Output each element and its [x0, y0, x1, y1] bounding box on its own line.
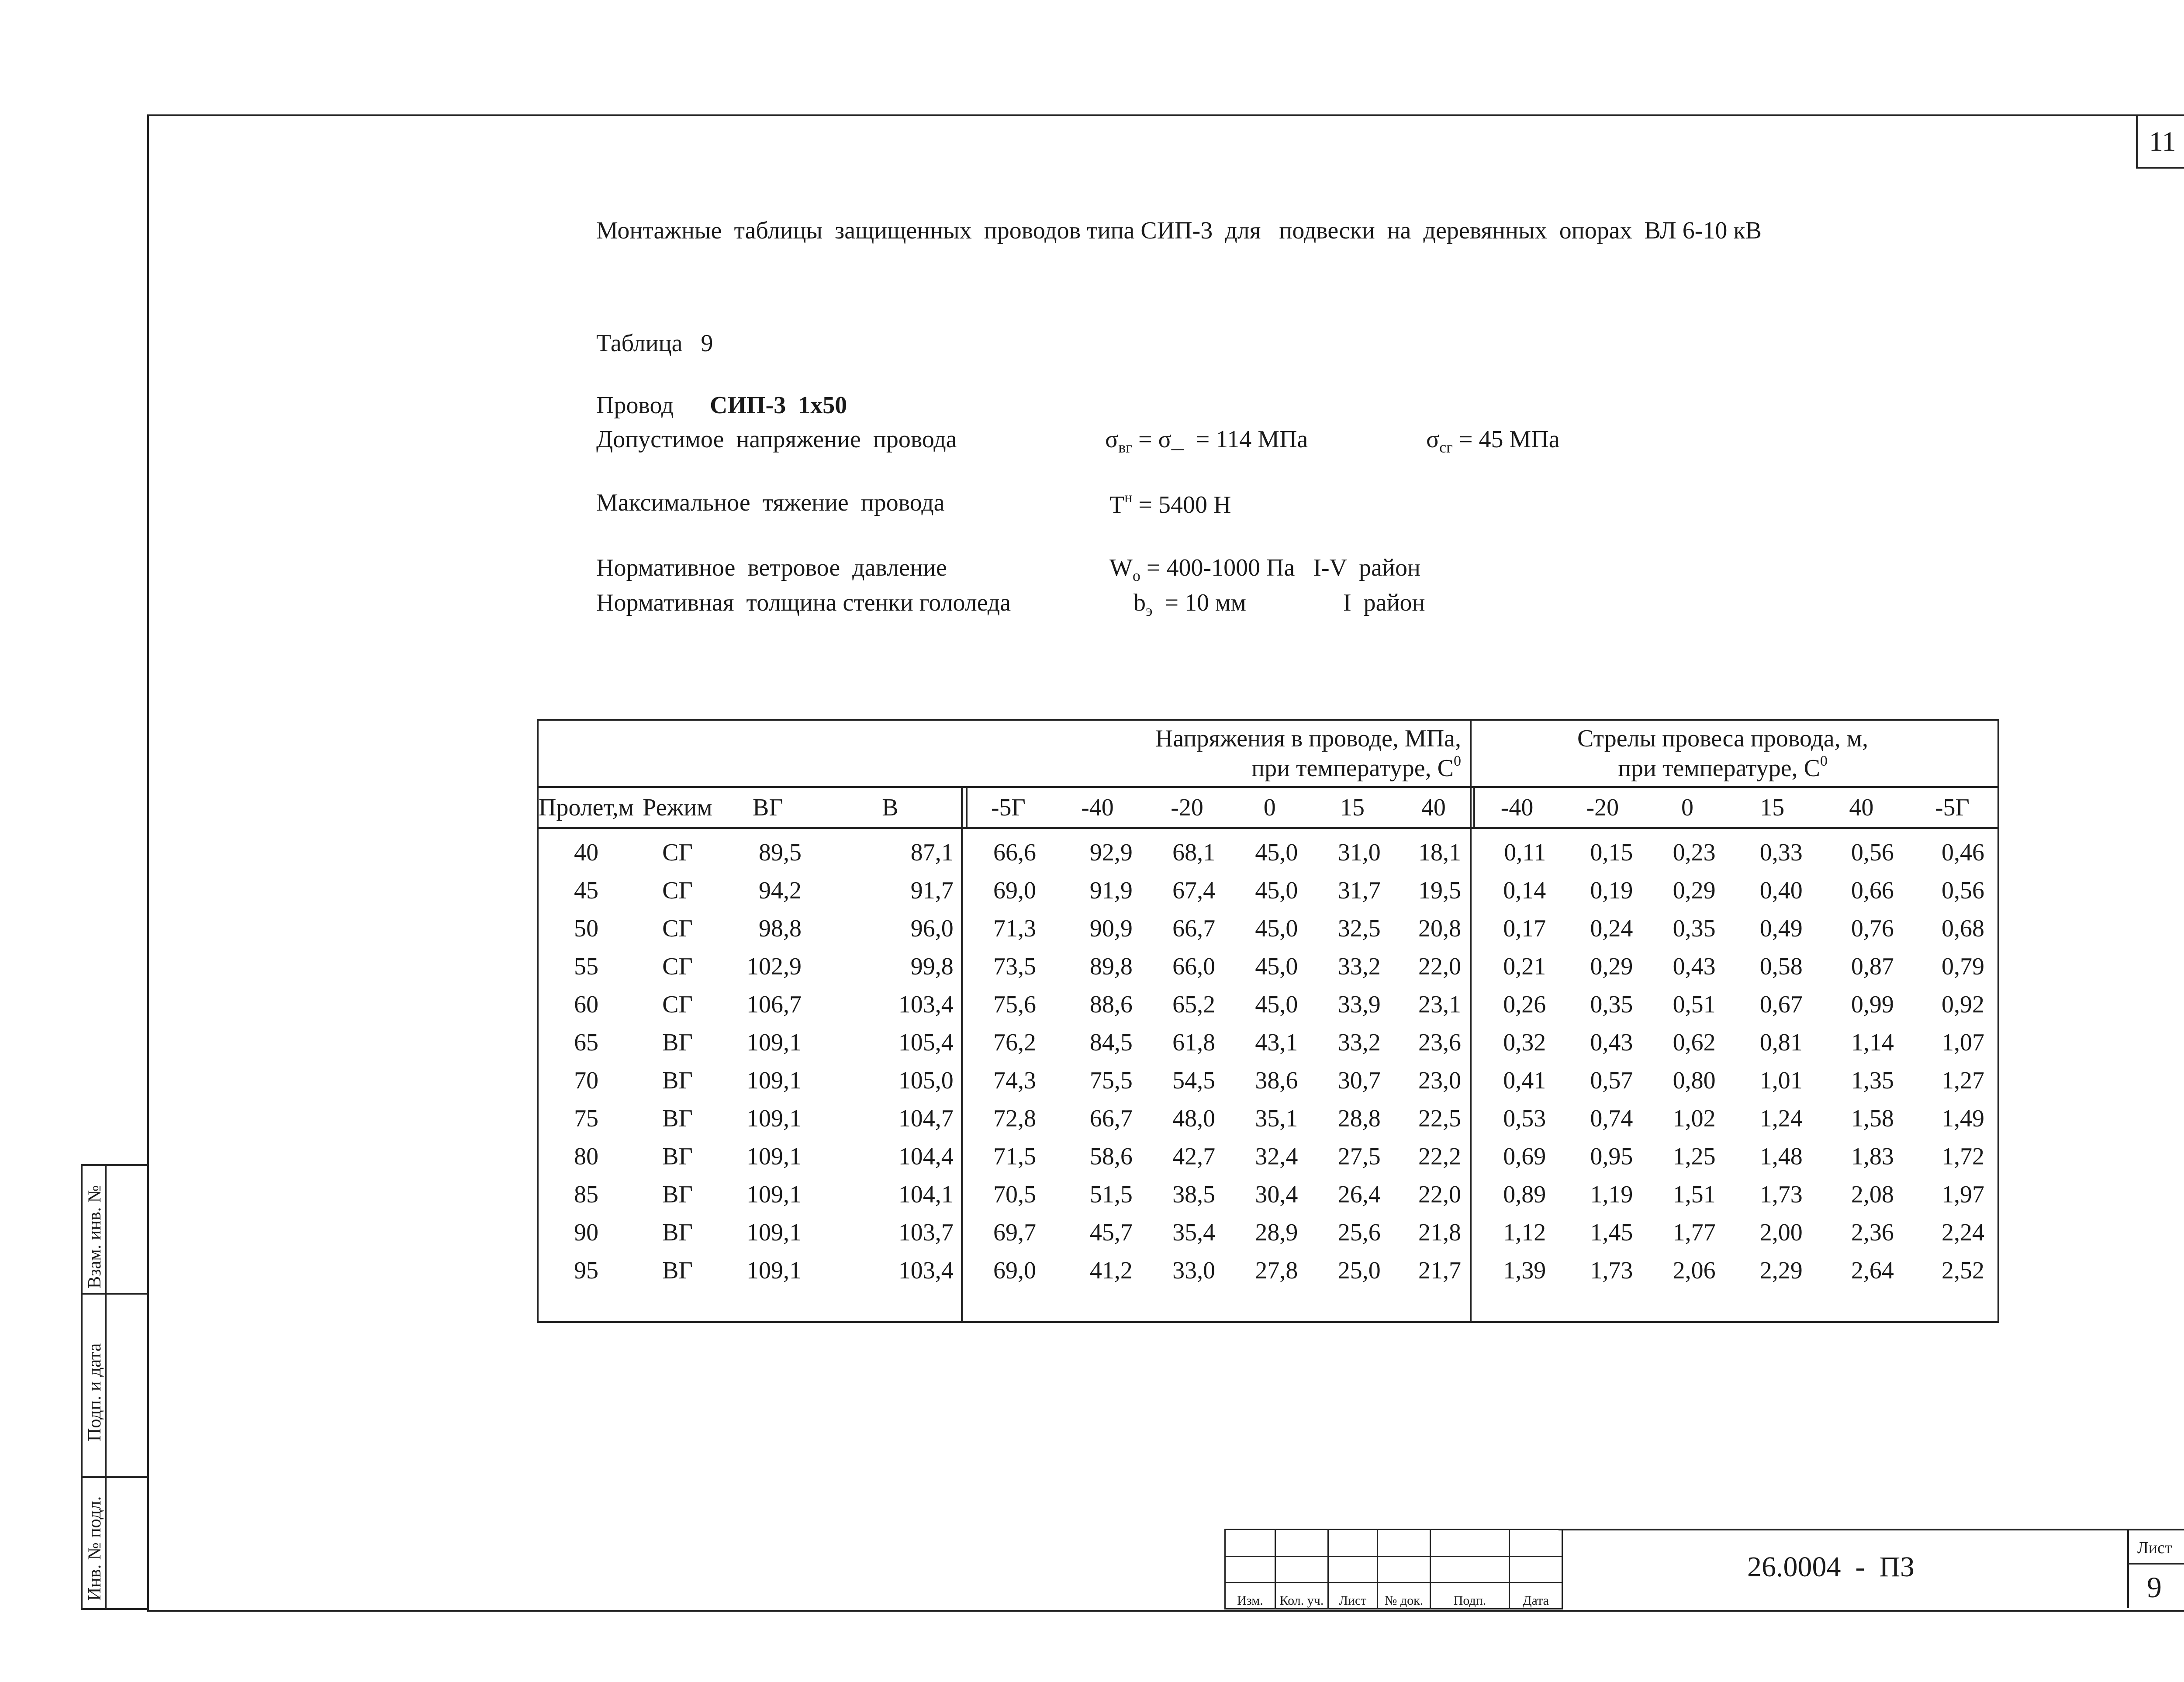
- table-cell: 35,1: [1255, 1105, 1298, 1132]
- table-cell: 1,27: [1942, 1067, 1984, 1094]
- table-cell: 0,87: [1851, 953, 1894, 980]
- table-cell: 0,17: [1503, 915, 1546, 942]
- table-cell: 0,15: [1590, 839, 1633, 866]
- table-cell: 38,5: [1172, 1181, 1216, 1208]
- table-cell: 95: [574, 1257, 599, 1284]
- table-cell: 0,80: [1673, 1067, 1716, 1094]
- table-cell: 1,51: [1673, 1181, 1716, 1208]
- table-cell: 0,24: [1590, 915, 1633, 942]
- table-cell: 105,0: [898, 1067, 954, 1094]
- table-cell: 0,62: [1673, 1029, 1716, 1056]
- allowable-stress-label: Допустимое напряжение провода: [596, 426, 957, 453]
- table-row: [539, 1137, 1997, 1175]
- podp-data-label: Подп. и дата: [85, 1343, 105, 1441]
- table-cell: 54,5: [1172, 1067, 1216, 1094]
- sheet-number: 9: [2147, 1571, 2162, 1604]
- table-cell: 1,07: [1942, 1029, 1984, 1056]
- table-cell: 22,0: [1418, 953, 1462, 980]
- table-cell: 91,9: [1089, 877, 1133, 904]
- table-cell: 0,92: [1942, 991, 1984, 1018]
- title-block-line: [1559, 1529, 2184, 1530]
- table-cell: 2,64: [1851, 1257, 1894, 1284]
- table-cell: 60: [574, 991, 599, 1018]
- table-cell: ВГ: [662, 1219, 693, 1246]
- table-cell: 18,1: [1418, 839, 1462, 866]
- table-cell: 50: [574, 915, 599, 942]
- table-cell: 0,57: [1590, 1067, 1633, 1094]
- table-body: [539, 828, 1997, 1289]
- table-cell: 73,5: [993, 953, 1036, 980]
- table-cell: 87,1: [910, 839, 954, 866]
- table-cell: 0,56: [1851, 839, 1894, 866]
- wire-label: Провод: [596, 392, 674, 419]
- table-cell: 61,8: [1172, 1029, 1216, 1056]
- table-cell: 0,26: [1503, 991, 1546, 1018]
- table-cell: 1,49: [1942, 1105, 1984, 1132]
- table-cell: 80: [574, 1143, 599, 1170]
- table-cell: 0,67: [1759, 991, 1803, 1018]
- table-cell: СГ: [662, 991, 693, 1018]
- table-cell: 66,7: [1089, 1105, 1133, 1132]
- table-cell: 30,4: [1255, 1181, 1298, 1208]
- table-cell: 109,1: [746, 1029, 802, 1056]
- revision-grid: [1224, 1529, 1563, 1609]
- table-cell: 33,0: [1172, 1257, 1216, 1284]
- inv-podl-label: Инв. № подл.: [85, 1496, 105, 1601]
- table-cell: 72,8: [993, 1105, 1036, 1132]
- table-cell: ВГ: [662, 1105, 693, 1132]
- table-cell: 0,56: [1942, 877, 1984, 904]
- table-cell: 74,3: [993, 1067, 1036, 1094]
- table-cell: 22,2: [1418, 1143, 1462, 1170]
- table-row: [539, 985, 1997, 1023]
- table-cell: 0,68: [1942, 915, 1984, 942]
- table-cell: 22,5: [1418, 1105, 1462, 1132]
- sheet-label: Лист: [2137, 1539, 2172, 1557]
- column-header: -40: [1474, 787, 1559, 828]
- table-cell: 45,0: [1255, 991, 1298, 1018]
- table-cell: 1,97: [1942, 1181, 1984, 1208]
- table-cell: 0,35: [1590, 991, 1633, 1018]
- table-cell: 69,0: [993, 877, 1036, 904]
- table-cell: 104,1: [898, 1181, 954, 1208]
- max-tension-value: $Т^н = 5400$ Н: [1109, 490, 1231, 518]
- table-cell: 67,4: [1172, 877, 1216, 904]
- table-cell: 45,7: [1089, 1219, 1133, 1246]
- table-cell: 27,8: [1255, 1257, 1298, 1284]
- column-header: -20: [1146, 787, 1228, 828]
- table-cell: 0,19: [1590, 877, 1633, 904]
- table-cell: 0,41: [1503, 1067, 1546, 1094]
- table-cell: 89,5: [759, 839, 802, 866]
- table-cell: ВГ: [662, 1181, 693, 1208]
- table-cell: 1,39: [1503, 1257, 1546, 1284]
- table-cell: 0,46: [1942, 839, 1984, 866]
- table-cell: 0,69: [1503, 1143, 1546, 1170]
- column-header: -5Г: [1907, 787, 1997, 828]
- table-cell: 88,6: [1089, 991, 1133, 1018]
- table-cell: 2,36: [1851, 1219, 1894, 1246]
- table-cell: СГ: [662, 915, 693, 942]
- table-cell: 58,6: [1089, 1143, 1133, 1170]
- table-cell: 65: [574, 1029, 599, 1056]
- table-cell: 68,1: [1172, 839, 1216, 866]
- table-cell: 76,2: [993, 1029, 1036, 1056]
- table-cell: 2,24: [1942, 1219, 1984, 1246]
- table-cell: 1,24: [1759, 1105, 1803, 1132]
- table-cell: 0,99: [1851, 991, 1894, 1018]
- table-cell: 26,4: [1337, 1181, 1381, 1208]
- table-cell: 23,1: [1418, 991, 1462, 1018]
- table-cell: 38,6: [1255, 1067, 1298, 1094]
- table-label: Таблица 9: [596, 330, 713, 357]
- table-cell: 19,5: [1418, 877, 1462, 904]
- table-cell: 103,4: [898, 1257, 954, 1284]
- table-cell: 65,2: [1172, 991, 1216, 1018]
- table-cell: 0,58: [1759, 953, 1803, 980]
- document-code: 26.0004 - ПЗ: [1747, 1551, 1915, 1583]
- allowable-stress-sg-value: $\sigma_{сг} = 45$ МПа: [1426, 426, 1560, 456]
- table-cell: 22,0: [1418, 1181, 1462, 1208]
- table-cell: 32,4: [1255, 1143, 1298, 1170]
- table-cell: 0,49: [1759, 915, 1803, 942]
- table-cell: 0,81: [1759, 1029, 1803, 1056]
- table-row: [539, 871, 1997, 909]
- ice-region: I район: [1343, 589, 1425, 616]
- column-header: -20: [1559, 787, 1646, 828]
- column-header: Пролет,м: [539, 787, 634, 828]
- table-cell: 70,5: [993, 1181, 1036, 1208]
- table-cell: 25,0: [1337, 1257, 1381, 1284]
- table-cell: 0,14: [1503, 877, 1546, 904]
- table-cell: 2,29: [1759, 1257, 1803, 1284]
- table-row: [539, 828, 1997, 871]
- table-cell: 48,0: [1172, 1105, 1216, 1132]
- revision-column-label: № док.: [1378, 1583, 1431, 1609]
- sheet-box-divider: [2127, 1563, 2184, 1565]
- table-cell: 85: [574, 1181, 599, 1208]
- table-cell: 71,5: [993, 1143, 1036, 1170]
- table-cell: 23,6: [1418, 1029, 1462, 1056]
- table-cell: 109,1: [746, 1067, 802, 1094]
- table-cell: 90,9: [1089, 915, 1133, 942]
- column-header: ВГ: [721, 787, 815, 828]
- table-cell: 99,8: [910, 953, 954, 980]
- column-header: 15: [1311, 787, 1393, 828]
- column-header: 0: [1646, 787, 1728, 828]
- table-cell: 33,2: [1337, 953, 1381, 980]
- table-cell: 1,73: [1590, 1257, 1633, 1284]
- table-cell: 1,58: [1851, 1105, 1894, 1132]
- table-cell: 89,8: [1089, 953, 1133, 980]
- table-cell: 90: [574, 1219, 599, 1246]
- table-cell: 84,5: [1089, 1029, 1133, 1056]
- data-table: [539, 721, 1997, 1289]
- table-cell: 30,7: [1337, 1067, 1381, 1094]
- table-column-header: [539, 787, 1997, 828]
- top-sheet-number: 11: [2149, 126, 2176, 157]
- table-cell: 33,9: [1337, 991, 1381, 1018]
- table-cell: 45: [574, 877, 599, 904]
- page-title: Монтажные таблицы защищенных проводов типа СИП-3 для подвески на деревянных опорах ВЛ 6-10 кВ: [596, 217, 1762, 244]
- table-cell: 1,45: [1590, 1219, 1633, 1246]
- table-cell: 51,5: [1089, 1181, 1133, 1208]
- table-cell: 69,0: [993, 1257, 1036, 1284]
- table-cell: 103,4: [898, 991, 954, 1018]
- table-cell: 106,7: [746, 991, 802, 1018]
- table-cell: 0,32: [1503, 1029, 1546, 1056]
- table-cell: 1,02: [1673, 1105, 1716, 1132]
- table-cell: 1,73: [1759, 1181, 1803, 1208]
- column-header: 40: [1816, 787, 1907, 828]
- revision-column-label: Изм.: [1225, 1583, 1275, 1609]
- table-cell: 66,0: [1172, 953, 1216, 980]
- allowable-stress-value: $\sigma_{вг}$ = σ_ = 114 МПа: [1105, 426, 1308, 456]
- table-cell: 75,5: [1089, 1067, 1133, 1094]
- table-cell: 92,9: [1089, 839, 1133, 866]
- table-cell: 0,79: [1942, 953, 1984, 980]
- table-cell: 69,7: [993, 1219, 1036, 1246]
- table-cell: 0,74: [1590, 1105, 1633, 1132]
- table-cell: 1,77: [1673, 1219, 1716, 1246]
- table-cell: 45,0: [1255, 839, 1298, 866]
- table-cell: СГ: [662, 953, 693, 980]
- table-cell: 45,0: [1255, 915, 1298, 942]
- table-cell: 0,11: [1504, 839, 1546, 866]
- column-header: В: [815, 787, 967, 828]
- table-cell: 105,4: [898, 1029, 954, 1056]
- table-cell: 32,5: [1337, 915, 1381, 942]
- table-cell: 21,8: [1418, 1219, 1462, 1246]
- side-stamp-hline-1: [81, 1293, 147, 1295]
- table-cell: 25,6: [1337, 1219, 1381, 1246]
- table-cell: 1,35: [1851, 1067, 1894, 1094]
- table-cell: ВГ: [662, 1143, 693, 1170]
- table-row: [539, 1061, 1997, 1099]
- table-cell: 70: [574, 1067, 599, 1094]
- wind-pressure-label: Нормативное ветровое давление: [596, 554, 947, 581]
- max-tension-label: Максимальное тяжение провода: [596, 489, 945, 516]
- table-cell: 2,00: [1759, 1219, 1803, 1246]
- table-cell: 2,52: [1942, 1257, 1984, 1284]
- table-cell: 109,1: [746, 1219, 802, 1246]
- table-cell: ВГ: [662, 1067, 693, 1094]
- table-cell: СГ: [662, 877, 693, 904]
- table-cell: 1,48: [1759, 1143, 1803, 1170]
- table-cell: 31,7: [1337, 877, 1381, 904]
- table-row: [539, 1175, 1997, 1213]
- revision-column-label: Лист: [1328, 1583, 1378, 1609]
- table-cell: 0,40: [1759, 877, 1803, 904]
- stress-group-header: Напряжения в проводе, МПа, при температуре, $С^0$: [1155, 725, 1462, 782]
- column-header: Режим: [634, 787, 721, 828]
- table-cell: 75,6: [993, 991, 1036, 1018]
- table-cell: ВГ: [662, 1029, 693, 1056]
- revision-column-label: Кол. уч.: [1275, 1583, 1328, 1609]
- table-cell: 91,7: [910, 877, 954, 904]
- table-cell: 2,06: [1673, 1257, 1716, 1284]
- table-cell: 0,66: [1851, 877, 1894, 904]
- column-header: 0: [1228, 787, 1311, 828]
- table-cell: 0,35: [1673, 915, 1716, 942]
- side-stamp-hline-2: [81, 1476, 147, 1478]
- table-group-header: [539, 721, 1997, 787]
- revision-column-label: Дата: [1510, 1583, 1562, 1609]
- table-cell: 1,72: [1942, 1143, 1984, 1170]
- column-header: -40: [1049, 787, 1146, 828]
- table-row: [539, 947, 1997, 985]
- table-cell: СГ: [662, 839, 693, 866]
- table-cell: 21,7: [1418, 1257, 1462, 1284]
- table-cell: 75: [574, 1105, 599, 1132]
- table-cell: 1,25: [1673, 1143, 1716, 1170]
- table-cell: 66,7: [1172, 915, 1216, 942]
- table-cell: 33,2: [1337, 1029, 1381, 1056]
- table-cell: 98,8: [759, 915, 802, 942]
- table-cell: 1,83: [1851, 1143, 1894, 1170]
- table-cell: 20,8: [1418, 915, 1462, 942]
- table-row: [539, 1099, 1997, 1137]
- table-cell: 23,0: [1418, 1067, 1462, 1094]
- table-cell: 1,12: [1503, 1219, 1546, 1246]
- table-cell: 1,19: [1590, 1181, 1633, 1208]
- table-cell: 0,43: [1673, 953, 1716, 980]
- table-cell: 35,4: [1172, 1219, 1216, 1246]
- table-cell: ВГ: [662, 1257, 693, 1284]
- table-cell: 0,21: [1503, 953, 1546, 980]
- table-cell: 103,7: [898, 1219, 954, 1246]
- revision-column-label: Подп.: [1431, 1583, 1510, 1609]
- table-row: [539, 1023, 1997, 1061]
- table-cell: 1,01: [1759, 1067, 1803, 1094]
- table-cell: 66,6: [993, 839, 1036, 866]
- table-cell: 0,51: [1673, 991, 1716, 1018]
- table-cell: 104,4: [898, 1143, 954, 1170]
- column-header: -5Г: [967, 787, 1049, 828]
- table-cell: 94,2: [759, 877, 802, 904]
- table-cell: 45,0: [1255, 877, 1298, 904]
- table-cell: 0,76: [1851, 915, 1894, 942]
- table-cell: 0,23: [1673, 839, 1716, 866]
- table-cell: 102,9: [746, 953, 802, 980]
- table-cell: 45,0: [1255, 953, 1298, 980]
- table-cell: 2,08: [1851, 1181, 1894, 1208]
- table-cell: 41,2: [1089, 1257, 1133, 1284]
- vzam-inv-label: Взам. инв. №: [85, 1185, 105, 1288]
- table-cell: 71,3: [993, 915, 1036, 942]
- table-cell: 28,8: [1337, 1105, 1381, 1132]
- table-cell: 109,1: [746, 1257, 802, 1284]
- table-cell: 0,29: [1590, 953, 1633, 980]
- table-cell: 28,9: [1255, 1219, 1298, 1246]
- table-row: [539, 1251, 1997, 1289]
- table-cell: 0,29: [1673, 877, 1716, 904]
- table-cell: 31,0: [1337, 839, 1381, 866]
- ice-thickness-value: $b_э = 10$ мм: [1133, 589, 1246, 619]
- table-cell: 0,53: [1503, 1105, 1546, 1132]
- column-header: 40: [1394, 787, 1474, 828]
- table-cell: 96,0: [910, 915, 954, 942]
- table-row: [539, 1213, 1997, 1251]
- ice-thickness-label: Нормативная толщина стенки гололеда: [596, 589, 1011, 616]
- sag-group-header: Стрелы провеса провода, м, при температуре, $С^0$: [1577, 725, 1869, 782]
- table-cell: 0,43: [1590, 1029, 1633, 1056]
- table-cell: 109,1: [746, 1143, 802, 1170]
- table-cell: 40: [574, 839, 599, 866]
- table-cell: 43,1: [1255, 1029, 1298, 1056]
- table-cell: 55: [574, 953, 599, 980]
- table-cell: 0,89: [1503, 1181, 1546, 1208]
- table-row: [539, 909, 1997, 947]
- table-cell: 109,1: [746, 1181, 802, 1208]
- table-cell: 109,1: [746, 1105, 802, 1132]
- wind-pressure-value: $W_о = 400-1000$ Па I-V район: [1109, 554, 1420, 584]
- table-cell: 0,33: [1759, 839, 1803, 866]
- table-cell: 27,5: [1337, 1143, 1381, 1170]
- table-cell: 42,7: [1172, 1143, 1216, 1170]
- table-cell: 1,14: [1851, 1029, 1894, 1056]
- table-cell: 104,7: [898, 1105, 954, 1132]
- wire-value: СИП-3 1х50: [710, 392, 847, 419]
- column-header: 15: [1729, 787, 1816, 828]
- table-cell: 0,95: [1590, 1143, 1633, 1170]
